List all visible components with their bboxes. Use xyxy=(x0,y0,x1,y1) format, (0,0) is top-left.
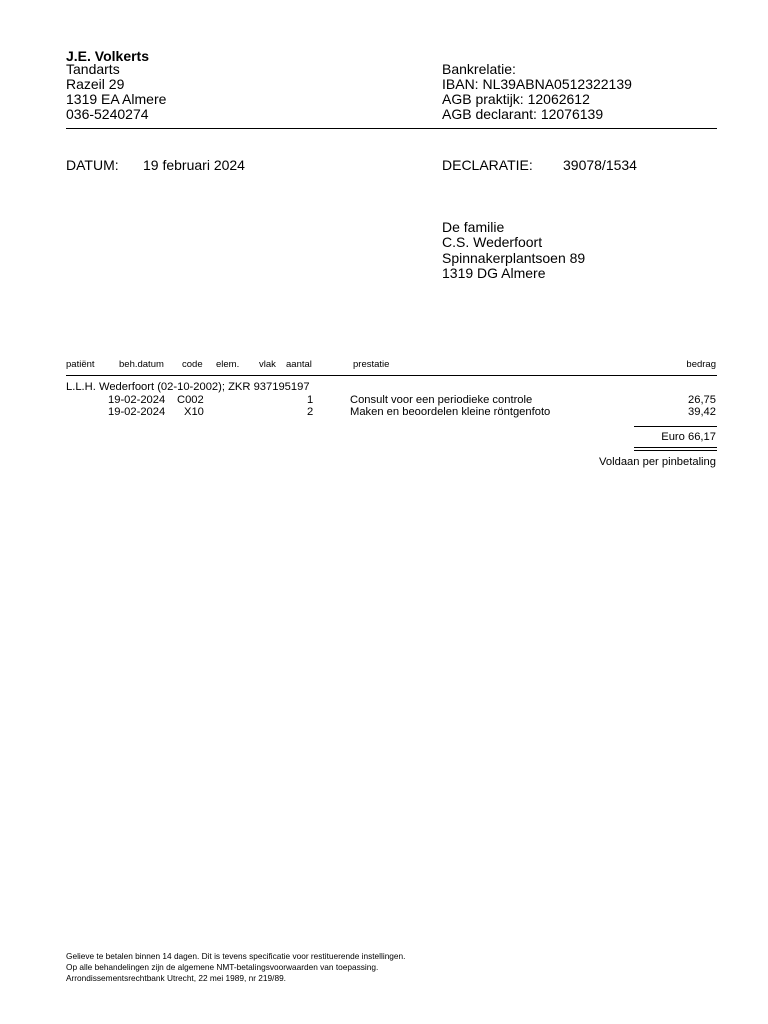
col-header-prestatie: prestatie xyxy=(353,359,390,370)
practitioner-name: J.E. Volkerts xyxy=(66,48,150,64)
date-label: DATUM: xyxy=(66,157,119,173)
col-header-patient: patiënt xyxy=(66,359,95,370)
row-aantal: 1 xyxy=(307,394,314,406)
practitioner-phone: 036-5240274 xyxy=(66,106,149,122)
date-value: 19 februari 2024 xyxy=(143,157,245,173)
row-bedrag: 39,42 xyxy=(688,406,716,418)
total-double-line-bottom xyxy=(634,450,717,451)
header-divider xyxy=(66,128,717,129)
footer-line2: Op alle behandelingen zijn de algemene NMT-betalingsvoorwaarden van toepassing. xyxy=(66,962,379,972)
declaration-value: 39078/1534 xyxy=(563,157,637,173)
row-code: C002 xyxy=(177,394,204,406)
practitioner-city: 1319 EA Almere xyxy=(66,91,167,107)
footer-line3: Arrondissementsrechtbank Utrecht, 22 mei 1989, nr 219/89. xyxy=(66,973,286,983)
col-header-code: code xyxy=(182,359,203,370)
total-double-line-top xyxy=(634,447,717,448)
bank-label: Bankrelatie: xyxy=(442,61,516,77)
row-date: 19-02-2024 xyxy=(108,394,166,406)
recipient-line1: De familie xyxy=(442,219,505,235)
payment-note: Voldaan per pinbetaling xyxy=(599,456,716,468)
col-header-bedrag: bedrag xyxy=(686,359,716,370)
row-prestatie: Maken en beoordelen kleine röntgenfoto xyxy=(350,406,551,418)
practitioner-profession: Tandarts xyxy=(66,61,120,77)
subtotal-line xyxy=(634,426,717,427)
agb-declarant: AGB declarant: 12076139 xyxy=(442,106,604,122)
row-code: X10 xyxy=(184,406,204,418)
row-date: 19-02-2024 xyxy=(108,406,166,418)
recipient-line2: C.S. Wederfoort xyxy=(442,234,543,250)
row-prestatie: Consult voor een periodieke controle xyxy=(350,394,533,406)
col-header-elem: elem. xyxy=(216,359,240,370)
row-aantal: 2 xyxy=(307,406,314,418)
row-bedrag: 26,75 xyxy=(688,394,716,406)
total-amount: Euro 66,17 xyxy=(661,431,716,443)
practitioner-street: Razeil 29 xyxy=(66,76,125,92)
declaration-label: DECLARATIE: xyxy=(442,157,533,173)
recipient-line4: 1319 DG Almere xyxy=(442,265,546,281)
bank-iban: IBAN: NL39ABNA0512322139 xyxy=(442,76,632,92)
col-header-vlak: vlak xyxy=(259,359,276,370)
patient-line: L.L.H. Wederfoort (02-10-2002); ZKR 937195197 xyxy=(66,381,310,393)
footer-line1: Gelieve te betalen binnen 14 dagen. Dit is tevens specificatie voor restituerende instellingen. xyxy=(66,951,406,961)
col-header-aantal: aantal xyxy=(286,359,312,370)
recipient-line3: Spinnakerplantsoen 89 xyxy=(442,250,586,266)
agb-practice: AGB praktijk: 12062612 xyxy=(442,91,590,107)
table-header-divider xyxy=(66,375,717,376)
col-header-date: beh.datum xyxy=(119,359,164,370)
